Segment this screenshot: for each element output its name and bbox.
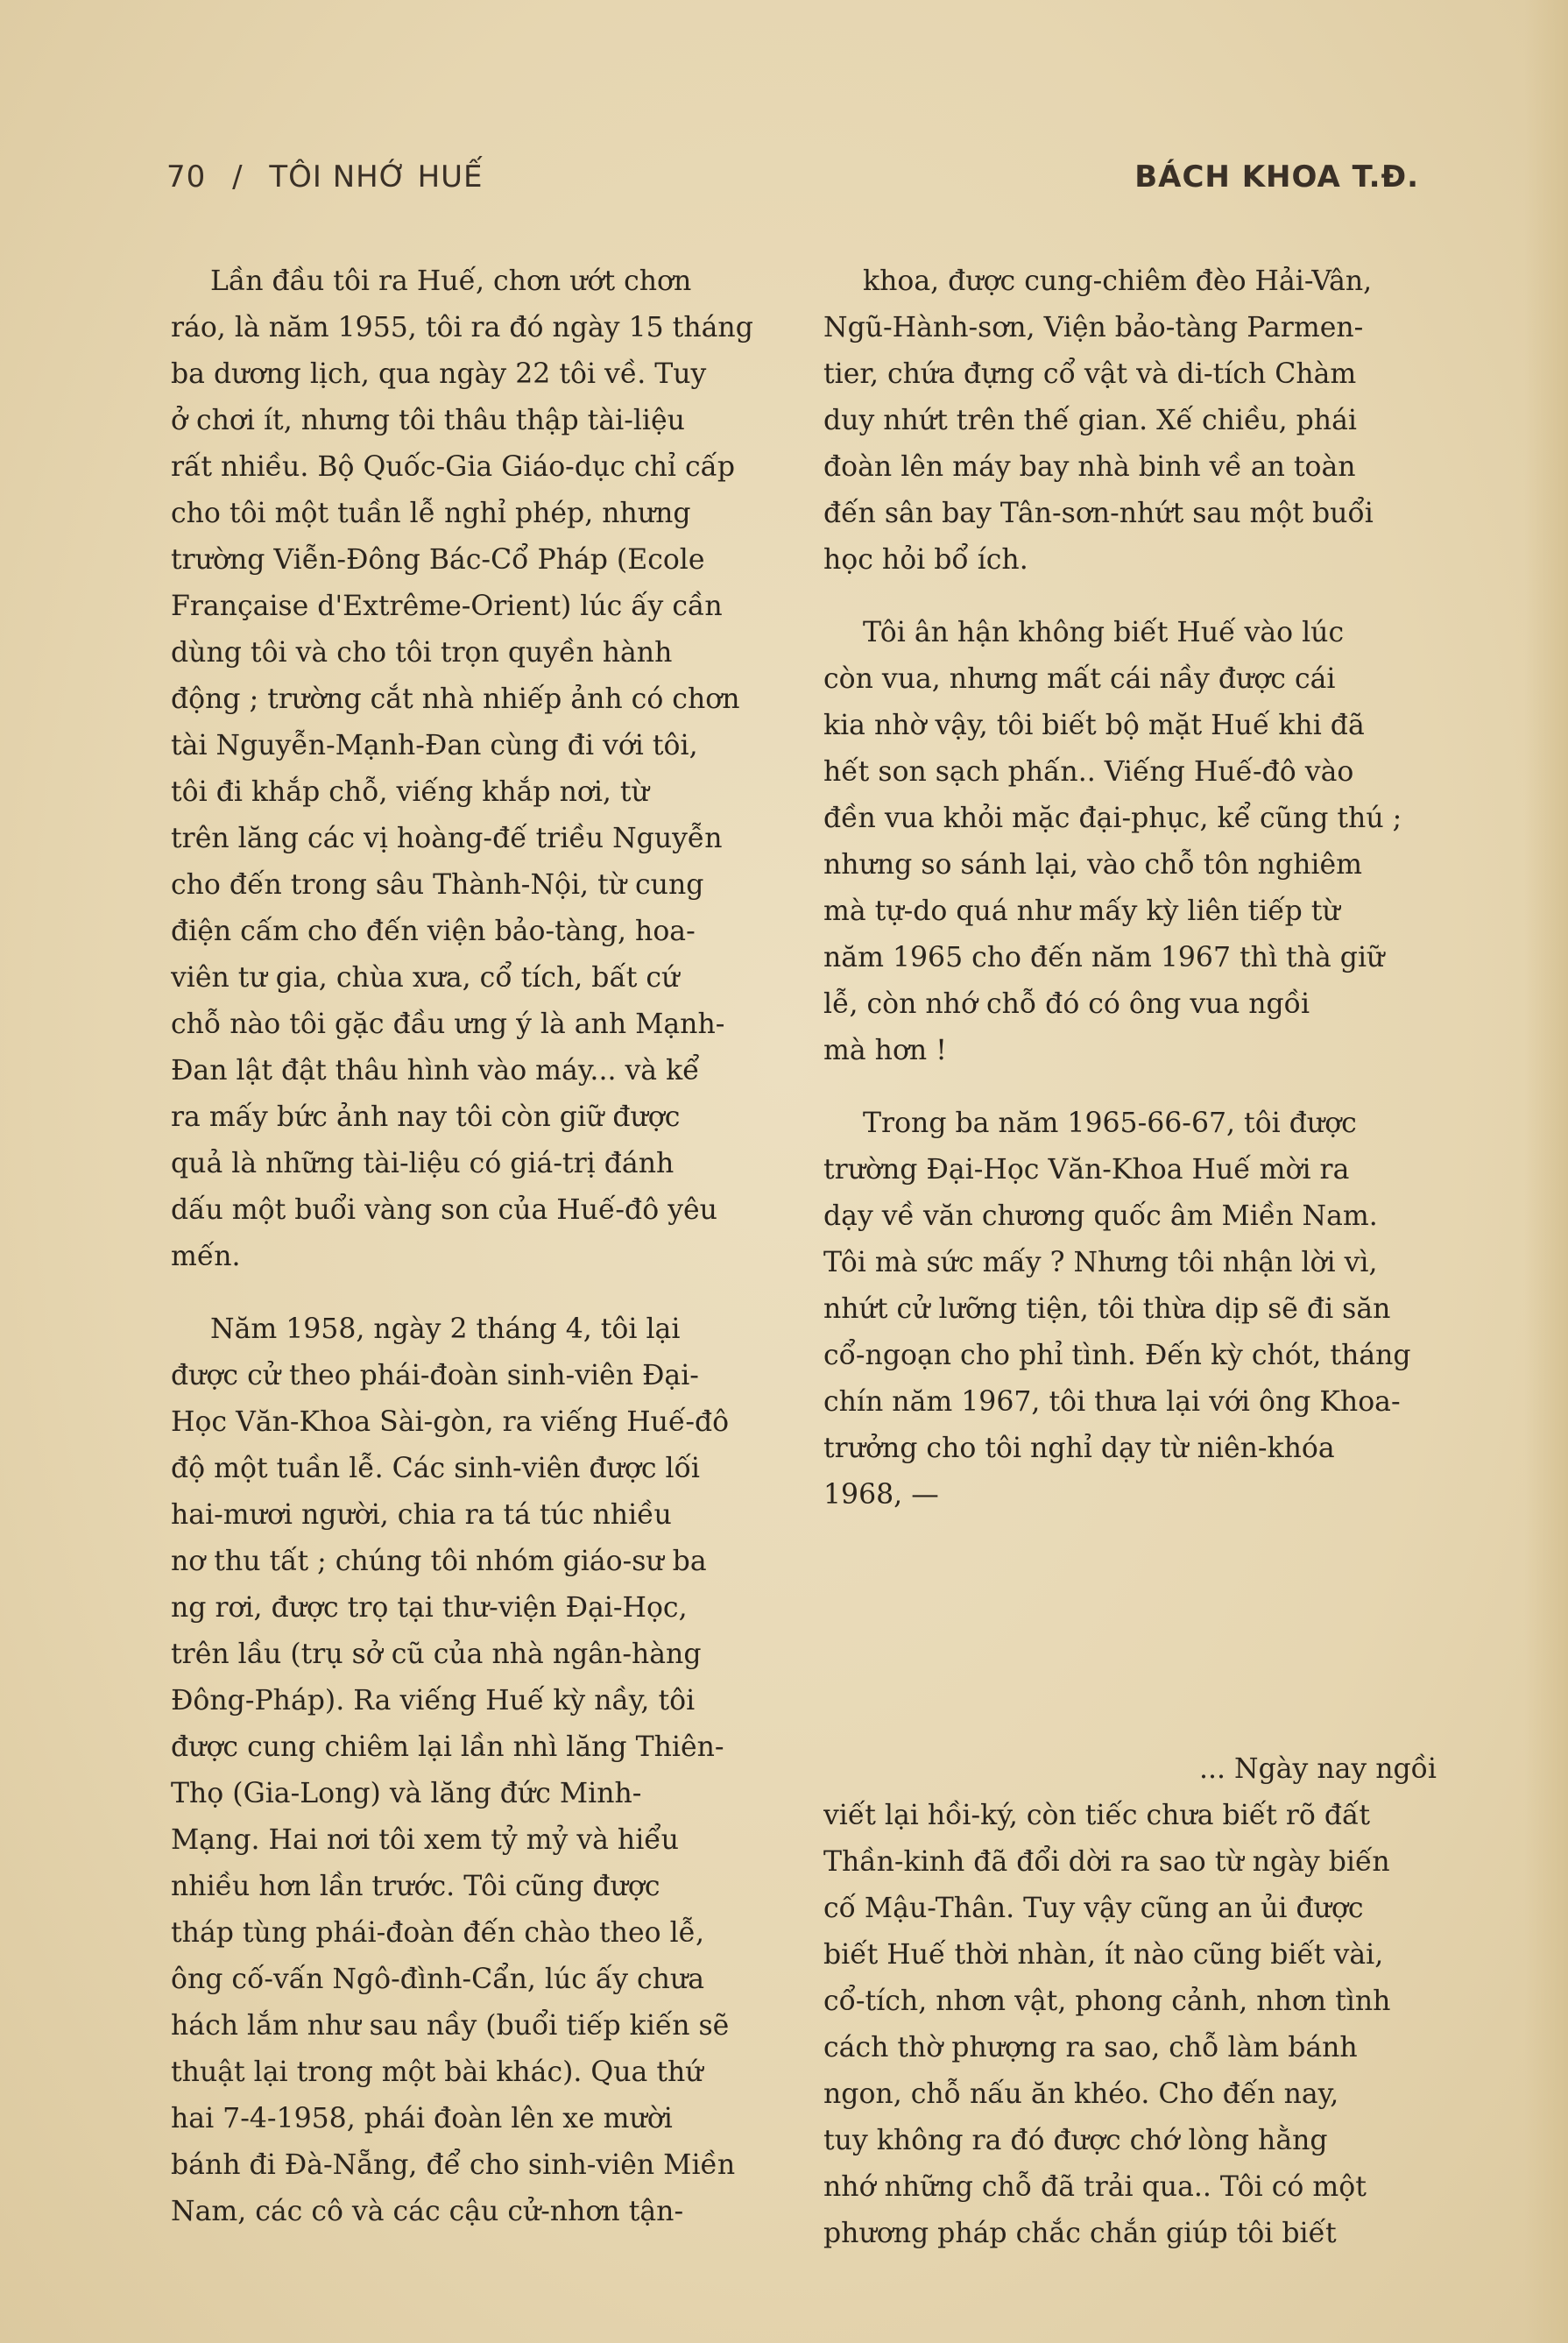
text-line: Đan lật đật thâu hình vào máy... và kể bbox=[171, 1055, 700, 1087]
text-line: tài Nguyễn-Mạnh-Đan cùng đi với tôi, bbox=[171, 730, 698, 761]
text-line: chín năm 1967, tôi thưa lại với ông Khoa- bbox=[823, 1386, 1401, 1418]
right-column bbox=[823, 258, 1437, 2257]
text-line: động ; trường cắt nhà nhiếp ảnh có chơn bbox=[171, 683, 740, 715]
text-line: dùng tôi và cho tôi trọn quyền hành bbox=[171, 637, 673, 669]
text-line: độ một tuần lễ. Các sinh-viên được lối bbox=[171, 1453, 700, 1484]
text-line: Nam, các cô và các cậu cử-nhơn tận- bbox=[171, 2196, 684, 2227]
text-line: Năm 1958, ngày 2 tháng 4, tôi lại bbox=[210, 1313, 681, 1345]
text-line: phương pháp chắc chắn giúp tôi biết bbox=[823, 2218, 1337, 2249]
text-line: nhưng so sánh lại, vào chỗ tôn nghiêm bbox=[823, 849, 1362, 881]
text-line: ở chơi ít, nhưng tôi thâu thập tài-liệu bbox=[171, 405, 685, 436]
text-line: kia nhờ vậy, tôi biết bộ mặt Huế khi đã bbox=[823, 710, 1365, 741]
text-line: nơ thu tất ; chúng tôi nhóm giáo-sư ba bbox=[171, 1546, 707, 1577]
text-line: rất nhiều. Bộ Quốc-Gia Giáo-dục chỉ cấp bbox=[171, 451, 736, 483]
text-line: thuật lại trong một bài khác). Qua thứ bbox=[171, 2056, 703, 2088]
left-column bbox=[171, 258, 784, 2235]
page-number: 70 bbox=[166, 159, 207, 195]
text-line: hách lắm như sau nầy (buổi tiếp kiến sẽ bbox=[171, 2010, 730, 2042]
text-line: cho đến trong sâu Thành-Nội, từ cung bbox=[171, 869, 704, 901]
paragraph bbox=[171, 1306, 784, 2235]
paragraph-gap bbox=[823, 584, 1437, 610]
header-separator: / bbox=[232, 159, 244, 195]
paragraph-gap bbox=[823, 1074, 1437, 1101]
text-line: nhiều hơn lần trước. Tôi cũng được bbox=[171, 1871, 660, 1902]
text-line: dấu một buổi vàng son của Huế-đô yêu bbox=[171, 1194, 717, 1226]
text-line: chỗ nào tôi gặc đầu ưng ý là anh Mạnh- bbox=[171, 1009, 725, 1040]
text-line: mến. bbox=[171, 1241, 241, 1272]
text-line: tháp tùng phái-đoàn đến chào theo lễ, bbox=[171, 1917, 705, 1949]
paragraph bbox=[823, 258, 1437, 584]
text-line: đến sân bay Tân-sơn-nhứt sau một buổi bbox=[823, 498, 1374, 529]
text-line: Thọ (Gia-Long) và lăng đức Minh- bbox=[171, 1778, 642, 1809]
text-line: cho tôi một tuần lễ nghỉ phép, nhưng bbox=[171, 498, 691, 529]
paragraph-gap bbox=[823, 1518, 1437, 1746]
text-line: được cử theo phái-đoàn sinh-viên Đại- bbox=[171, 1360, 699, 1391]
text-line: tuy không ra đó được chớ lòng hằng bbox=[823, 2125, 1328, 2156]
text-line: bánh đi Đà-Nẵng, để cho sinh-viên Miền bbox=[171, 2149, 736, 2181]
text-line: ngon, chỗ nấu ăn khéo. Cho đến nay, bbox=[823, 2078, 1339, 2110]
page-edge-shadow bbox=[1524, 0, 1568, 2343]
text-line: ra mấy bức ảnh nay tôi còn giữ được bbox=[171, 1101, 681, 1133]
text-line: ... Ngày nay ngồi bbox=[1198, 1753, 1437, 1785]
text-line: Thần-kinh đã đổi dời ra sao từ ngày biến bbox=[823, 1846, 1390, 1878]
text-line: cổ-tích, nhơn vật, phong cảnh, nhơn tình bbox=[823, 1986, 1391, 2017]
text-line: Lần đầu tôi ra Huế, chơn ướt chơn bbox=[210, 265, 692, 297]
text-line: điện cấm cho đến viện bảo-tàng, hoa- bbox=[171, 916, 696, 947]
text-line: trường Viễn-Đông Bác-Cổ Pháp (Ecole bbox=[171, 544, 705, 576]
text-line: hết son sạch phấn.. Viếng Huế-đô vào bbox=[823, 756, 1354, 788]
text-line: cách thờ phượng ra sao, chỗ làm bánh bbox=[823, 2032, 1358, 2063]
text-line: dạy về văn chương quốc âm Miền Nam. bbox=[823, 1200, 1378, 1232]
text-line: biết Huế thời nhàn, ít nào cũng biết vài, bbox=[823, 1939, 1384, 1971]
text-line: Học Văn-Khoa Sài-gòn, ra viếng Huế-đô bbox=[171, 1406, 730, 1438]
text-line: hai-mươi người, chia ra tá túc nhiều bbox=[171, 1499, 672, 1531]
publication-title: BÁCH KHOA T.Đ. bbox=[1134, 159, 1419, 195]
text-line: duy nhứt trên thế gian. Xế chiều, phái bbox=[823, 405, 1357, 436]
text-line: học hỏi bổ ích. bbox=[823, 544, 1028, 576]
text-line: đoàn lên máy bay nhà binh về an toàn bbox=[823, 451, 1356, 483]
text-line: trường Đại-Học Văn-Khoa Huế mời ra bbox=[823, 1154, 1350, 1186]
text-line: ông cố-vấn Ngô-đình-Cẩn, lúc ấy chưa bbox=[171, 1964, 705, 1995]
paragraph bbox=[823, 1746, 1437, 2257]
text-line: năm 1965 cho đến năm 1967 thì thà giữ bbox=[823, 942, 1385, 973]
paragraph-gap bbox=[171, 1280, 784, 1306]
text-line: trên lăng các vị hoàng-đế triều Nguyễn bbox=[171, 823, 723, 854]
text-line: Tôi mà sức mấy ? Nhưng tôi nhận lời vì, bbox=[823, 1247, 1378, 1278]
text-line: trưởng cho tôi nghỉ dạy từ niên-khóa bbox=[823, 1433, 1335, 1464]
running-header bbox=[166, 159, 1419, 212]
text-line: quả là những tài-liệu có giá-trị đánh bbox=[171, 1148, 675, 1179]
paragraph bbox=[823, 1101, 1437, 1518]
text-line: Ngũ-Hành-sơn, Viện bảo-tàng Parmen- bbox=[823, 312, 1364, 343]
text-line: mà tự-do quá như mấy kỳ liên tiếp từ bbox=[823, 895, 1340, 927]
header-left bbox=[166, 159, 499, 195]
text-line: viên tư gia, chùa xưa, cổ tích, bất cứ bbox=[171, 962, 680, 994]
text-line: ráo, là năm 1955, tôi ra đó ngày 15 tháng bbox=[171, 312, 753, 343]
paragraph bbox=[823, 610, 1437, 1074]
text-line: lễ, còn nhớ chỗ đó có ông vua ngồi bbox=[823, 988, 1310, 1020]
text-line: nhứt cử lưỡng tiện, tôi thừa dịp sẽ đi săn bbox=[823, 1293, 1391, 1325]
text-line: 1968, — bbox=[823, 1479, 939, 1511]
text-line: viết lại hồi-ký, còn tiếc chưa biết rõ đất bbox=[823, 1800, 1371, 1831]
text-line: Tôi ân hận không biết Huế vào lúc bbox=[863, 617, 1345, 648]
text-line: Mạng. Hai nơi tôi xem tỷ mỷ và hiểu bbox=[171, 1824, 679, 1856]
text-line: hai 7-4-1958, phái đoàn lên xe mười bbox=[171, 2103, 673, 2134]
text-line: ba dương lịch, qua ngày 22 tôi về. Tuy bbox=[171, 358, 707, 390]
text-line: tôi đi khắp chỗ, viếng khắp nơi, từ bbox=[171, 776, 649, 808]
section-title: TÔI NHỚ HUẾ bbox=[269, 159, 484, 195]
text-line: cổ-ngoạn cho phỉ tình. Đến kỳ chót, tháng bbox=[823, 1340, 1411, 1371]
text-line: trên lầu (trụ sở cũ của nhà ngân-hàng bbox=[171, 1639, 702, 1670]
text-line: được cung chiêm lại lần nhì lăng Thiên- bbox=[171, 1731, 724, 1763]
text-line: Trong ba năm 1965-66-67, tôi được bbox=[863, 1108, 1357, 1139]
text-line: ng rơi, được trọ tại thư-viện Đại-Học, bbox=[171, 1592, 688, 1624]
text-line: cố Mậu-Thân. Tuy vậy cũng an ủi được bbox=[823, 1893, 1364, 1924]
text-line: khoa, được cung-chiêm đèo Hải-Vân, bbox=[863, 265, 1373, 297]
text-line: đền vua khỏi mặc đại-phục, kể cũng thú ; bbox=[823, 803, 1402, 834]
text-line: Đông-Pháp). Ra viếng Huế kỳ nầy, tôi bbox=[171, 1685, 696, 1717]
text-line: Française d'Extrême-Orient) lúc ấy cần bbox=[171, 591, 723, 622]
text-line: nhớ những chỗ đã trải qua.. Tôi có một bbox=[823, 2171, 1367, 2203]
paragraph bbox=[171, 258, 784, 1280]
text-line: mà hơn ! bbox=[823, 1035, 947, 1066]
text-line: tier, chứa đựng cổ vật và di-tích Chàm bbox=[823, 358, 1357, 390]
text-line: còn vua, nhưng mất cái nầy được cái bbox=[823, 663, 1336, 695]
